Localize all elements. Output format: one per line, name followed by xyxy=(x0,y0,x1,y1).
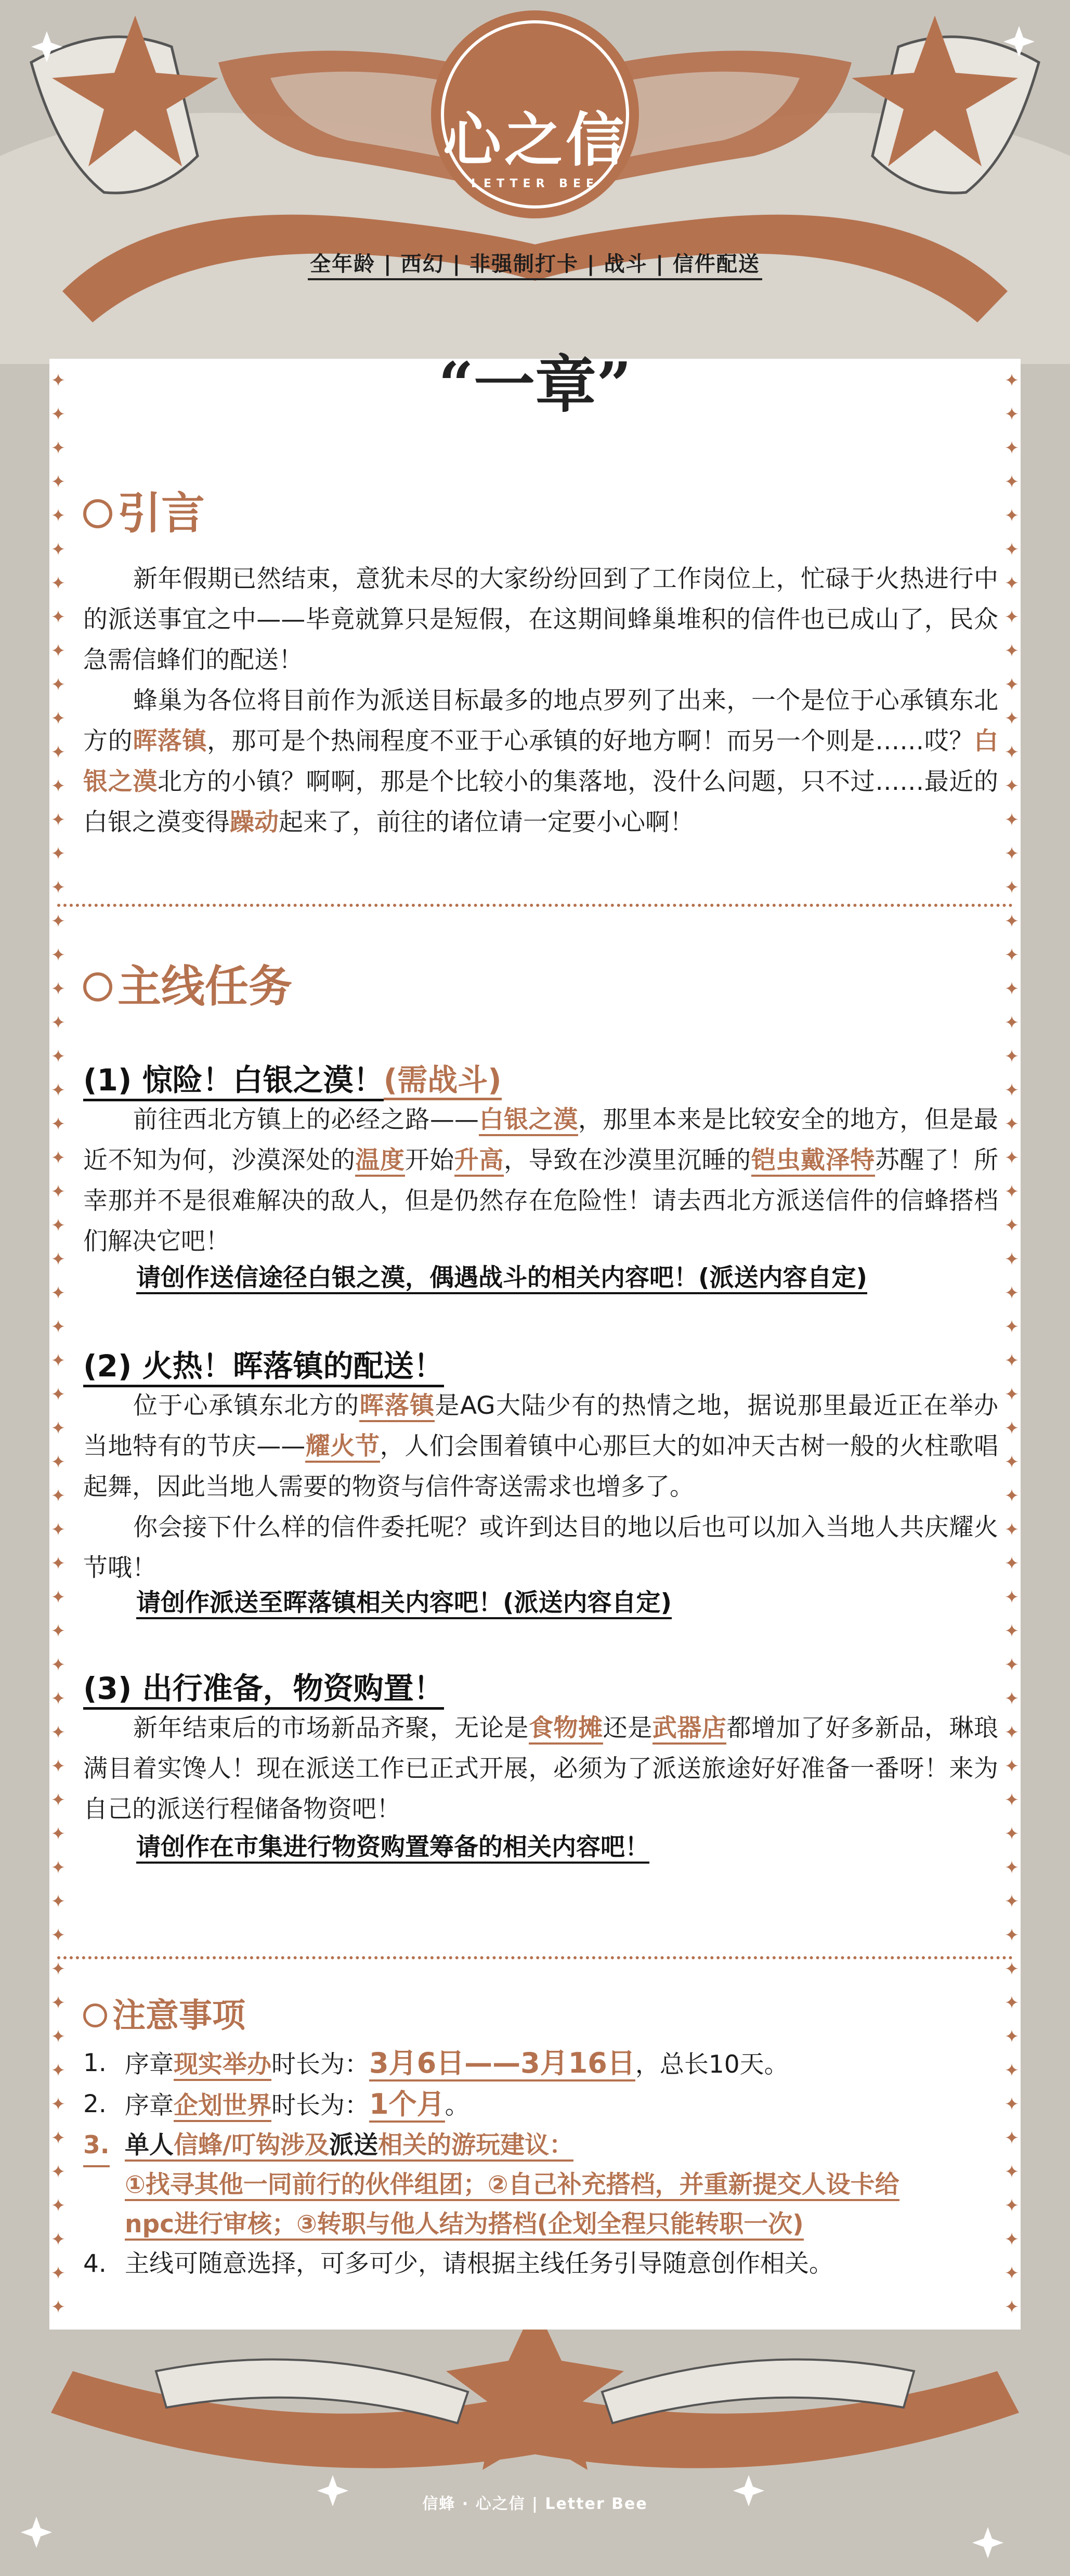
highlight-weapon-shop: 武器店 xyxy=(653,1714,727,1745)
highlight-baiyin: 白银之漠 xyxy=(479,1105,578,1136)
task-text: 位于心承镇东北方的 xyxy=(133,1391,360,1420)
intro-text: 起来了，前往的诸位请一定要小心啊！ xyxy=(279,808,694,837)
note-text: 相关的游玩建议： xyxy=(378,2131,574,2159)
note-item-2 xyxy=(83,2085,998,2126)
task3-paragraph xyxy=(83,1708,998,1830)
note-text: 。 xyxy=(445,2091,469,2120)
task-text: 是AG大陆少有的热情之地，据说那里最近正在举办当地特有的节庆—— xyxy=(83,1391,999,1461)
task1-paragraph xyxy=(83,1100,998,1262)
highlight-food-stall: 食物摊 xyxy=(529,1714,603,1745)
intro-paragraph-1: 新年假期已然结束，意犹未尽的大家纷纷回到了工作岗位上，忙碌于火热进行中的派送事宜之中——毕竟就算只是短假，在这期间蜂巢堆积的信件也已成山了，民众急需信蜂们的配送！ xyxy=(83,565,998,674)
highlight-huiluo: 晖落镇 xyxy=(359,1391,435,1422)
note-text: 序章 xyxy=(125,2091,174,2120)
note-text: 单人 xyxy=(125,2131,174,2159)
task-text: ，那里本来是比较安全的地方，但是最近不知为何，沙漠深处的 xyxy=(83,1105,999,1175)
bottom-ornament xyxy=(0,2288,1070,2576)
genre-tags xyxy=(0,248,1070,277)
task3-cta-text: 请创作在市集进行物资购置筹备的相关内容吧！ xyxy=(136,1833,649,1864)
task2-cta-text: 请创作派送至晖落镇相关内容吧！(派送内容自定) xyxy=(136,1589,672,1619)
logo-subtitle: LETTER BEE xyxy=(471,177,599,190)
right-star-border: ✦ ✦ ✦ ✦ ✦ ✦ ✦ ✦ ✦ ✦ ✦ ✦ ✦ ✦ ✦ ✦ ✦ ✦ ✦ ✦ ✦ ✦ ✦ ✦ ✦ ✦ ✦ ✦ ✦ ✦ ✦ ✦ ✦ ✦ ✦ ✦ ✦ ✦ ✦ ✦ ✦ ✦ ✦ ✦ ✦ ✦ ✦ ✦ ✦ ✦ ✦ ✦ ✦ ✦ ✦ ✦ ✦ ✦ xyxy=(1004,370,1020,2318)
intro-text: ，那可是个热闹程度不亚于心承镇的好地方啊！而另一个则是……哎？ xyxy=(207,727,974,756)
logo xyxy=(0,94,1070,190)
task2-paragraph-1 xyxy=(83,1386,998,1507)
note-one-month: 1个月 xyxy=(369,2088,445,2123)
highlight-rising: 升高 xyxy=(454,1146,504,1177)
highlight-world-duration: 企划世界 xyxy=(174,2091,271,2122)
task3-title xyxy=(83,1664,444,1708)
task-text: ，导致在沙漠里沉睡的 xyxy=(503,1146,751,1175)
highlight-zaodong: 躁动 xyxy=(230,808,279,837)
task-text: 新年结束后的市场新品齐聚，无论是 xyxy=(133,1714,529,1742)
note-text: 序章 xyxy=(125,2050,174,2079)
note-3-suggestion-1 xyxy=(83,2165,998,2205)
main-heading xyxy=(83,952,292,1014)
footer: 信蜂 · 心之信 | Letter Bee xyxy=(422,2495,648,2513)
note-number: 3. xyxy=(83,2126,110,2167)
task2-paragraph-2: 你会接下什么样的信件委托呢？或许到达目的地以后也可以加入当地人共庆耀火节哦！ xyxy=(83,1513,998,1582)
task1-body xyxy=(83,1100,998,1262)
task1-battle-tag: (需战斗) xyxy=(384,1062,502,1100)
note-3-title xyxy=(125,2131,573,2162)
highlight-huiluo: 晖落镇 xyxy=(133,727,207,756)
task-text: 还是 xyxy=(603,1714,653,1742)
note-text: 时长为： xyxy=(271,2050,369,2079)
highlight-festival: 耀火节 xyxy=(305,1432,380,1463)
note-text: 主线可随意选择，可多可少，请根据主线任务引导随意创作相关。 xyxy=(125,2249,833,2278)
task1-title-text: (1) 惊险！白银之漠！ xyxy=(83,1062,384,1101)
circle-bullet-icon xyxy=(83,2003,107,2027)
task1-cta-text: 请创作送信途径白银之漠，偶遇战斗的相关内容吧！(派送内容自定) xyxy=(136,1264,867,1294)
note-date-range: 3月6日——3月16日 xyxy=(369,2047,635,2081)
note-sub-text: npc进行审核；③转职与他人结为搭档(企划全程只能转职一次) xyxy=(125,2210,804,2241)
note-text: 派送 xyxy=(329,2131,379,2159)
note-item-1 xyxy=(83,2044,998,2085)
task-text: 都增加了好多新品，琳琅满目着实馋人！现在派送工作已正式开展，必须为了派送旅途好好准备一番呀！来为自己的派送行程储备物资吧！ xyxy=(83,1714,999,1824)
task-text: 开始 xyxy=(404,1146,454,1175)
task-text: ，人们会围着镇中心那巨大的如冲天古树一般的火柱歌唱起舞，因此当地人需要的物资与信件寄送需求也增多了。 xyxy=(83,1432,999,1501)
task2-title-text: (2) 火热！晖落镇的配送！ xyxy=(83,1348,444,1387)
chapter-title: “一章” xyxy=(438,348,632,421)
note-number: 1. xyxy=(83,2049,107,2077)
task2-body xyxy=(83,1386,998,1589)
note-item-3 xyxy=(83,2126,998,2165)
note-sub-text: ①找寻其他一同前行的伙伴组团；②自己补充搭档，并重新提交人设卡给 xyxy=(125,2170,899,2201)
task2-title xyxy=(83,1342,444,1385)
intro-text: 北方的小镇？啊啊，那是个比较小的集落地，没什么问题，只不过……最近的白银之漠变得 xyxy=(83,767,999,837)
note-number: 4. xyxy=(83,2249,107,2278)
highlight-real-duration: 现实举办 xyxy=(174,2050,271,2081)
main-heading-text: 主线任务 xyxy=(118,960,293,1012)
task1-cta xyxy=(136,1258,867,1293)
logo-title: 心之信 xyxy=(443,106,627,174)
task3-title-text: (3) 出行准备，物资购置！ xyxy=(83,1671,444,1710)
intro-heading-text: 引言 xyxy=(118,487,205,539)
intro-text: 蜂巢为各位将目前作为派送目标最多的地点罗列了出来，一个是位于心承镇东北方的 xyxy=(83,686,998,756)
task3-cta xyxy=(136,1828,649,1863)
left-star-border: ✦ ✦ ✦ ✦ ✦ ✦ ✦ ✦ ✦ ✦ ✦ ✦ ✦ ✦ ✦ ✦ ✦ ✦ ✦ ✦ ✦ ✦ ✦ ✦ ✦ ✦ ✦ ✦ ✦ ✦ ✦ ✦ ✦ ✦ ✦ ✦ ✦ ✦ ✦ ✦ ✦ ✦ ✦ ✦ ✦ ✦ ✦ ✦ ✦ ✦ ✦ ✦ ✦ ✦ ✦ ✦ ✦ ✦ xyxy=(50,370,66,2318)
note-number: 2. xyxy=(83,2090,107,2118)
note-text: ，总长10天。 xyxy=(635,2050,789,2079)
notes-list xyxy=(83,2044,998,2284)
intro-body xyxy=(83,559,998,843)
task1-title xyxy=(83,1056,502,1099)
intro-paragraph-2 xyxy=(83,681,998,843)
task3-body xyxy=(83,1708,998,1830)
task2-cta xyxy=(136,1583,672,1618)
task-text: 苏醒了！所幸那并不是很难解决的敌人，但是仍然存在危险性！请去西北方派送信件的信蜂搭档们解决它吧！ xyxy=(83,1146,999,1256)
highlight-temperature: 温度 xyxy=(355,1146,404,1177)
divider xyxy=(57,1956,1013,1959)
divider xyxy=(57,904,1013,907)
highlight-baiyin: 白银之漠 xyxy=(83,727,999,796)
notes-heading-text: 注意事项 xyxy=(112,1996,245,2035)
circle-bullet-icon xyxy=(83,499,112,528)
note-item-4 xyxy=(83,2244,998,2284)
note-text: 信蜂/叮钩涉及 xyxy=(174,2131,330,2159)
genre-tags-text: 全年龄 | 西幻 | 非强制打卡 | 战斗 | 信件配送 xyxy=(308,252,762,280)
note-3-suggestion-2 xyxy=(83,2205,998,2244)
task-text: 前往西北方镇上的必经之路—— xyxy=(133,1105,479,1134)
highlight-dezet: 铠虫戴泽特 xyxy=(751,1146,875,1177)
circle-bullet-icon xyxy=(83,972,112,1001)
note-text: 时长为： xyxy=(271,2091,369,2120)
notes-heading xyxy=(83,1989,245,2037)
intro-heading xyxy=(83,478,205,541)
